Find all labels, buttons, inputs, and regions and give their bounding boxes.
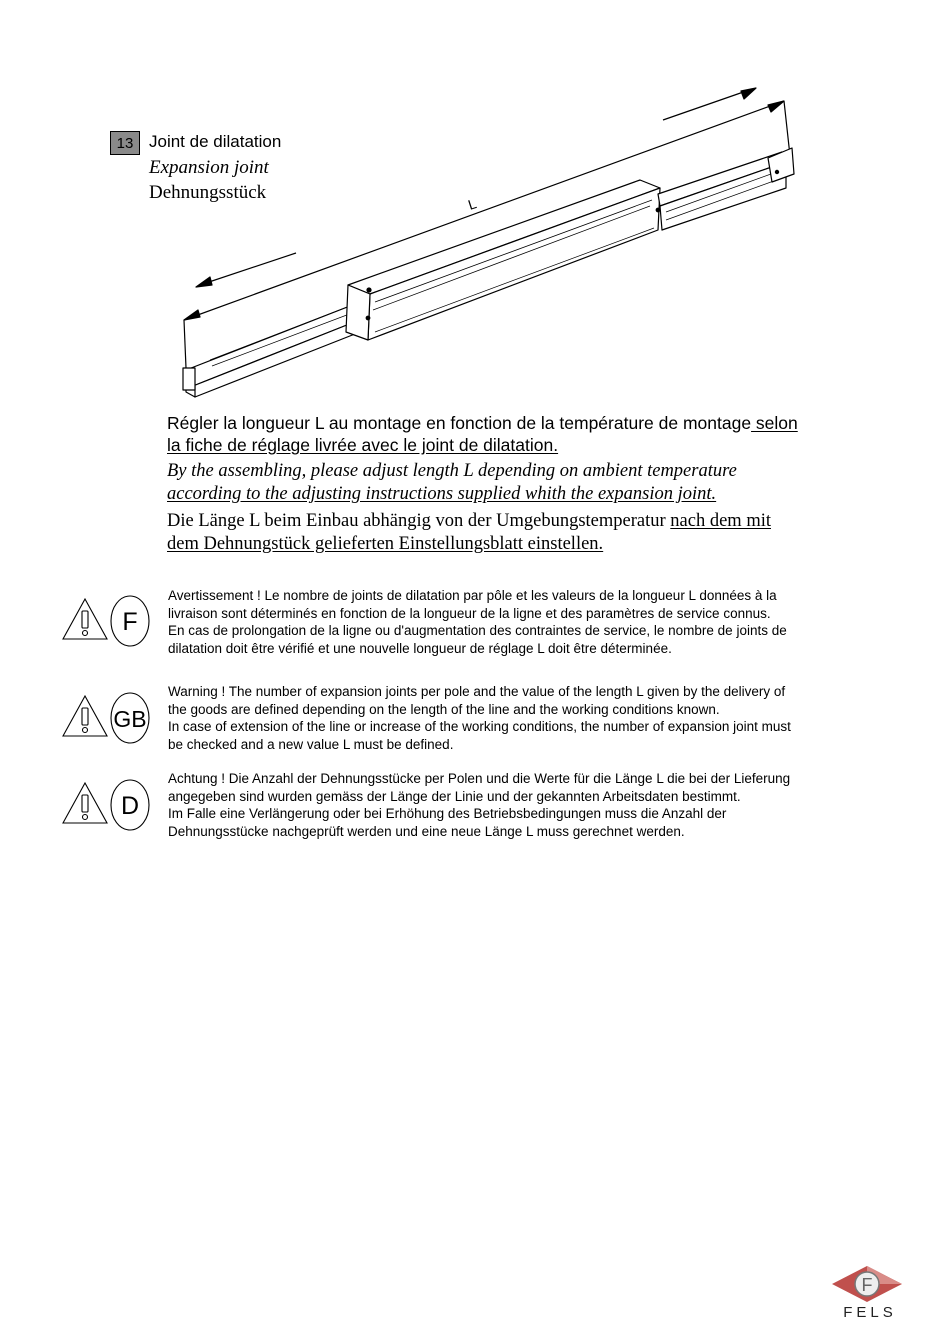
warning-text-d [168, 770, 898, 840]
warning-text-gb [168, 683, 898, 753]
warning-triangle-icon [63, 696, 107, 736]
section-title-de: Dehnungsstück [149, 182, 267, 203]
warning-symbol-d [60, 777, 152, 833]
warning-triangle-icon [63, 599, 107, 639]
instruction-fr-underlined-1: selon [751, 413, 798, 433]
dimension-arrow-right [768, 101, 784, 112]
warning-symbol-gb [60, 690, 152, 746]
warning-text-fr [168, 587, 898, 657]
logo-letter: F [861, 1275, 873, 1295]
dimension-label-L: L [465, 195, 479, 213]
left-rail [183, 302, 360, 397]
warning-line: Avertissement ! Le nombre de joints de dilatation par pôle et les valeurs de la longueur L données à la [168, 588, 777, 603]
instruction-fr [167, 412, 867, 456]
instruction-en-underlined: according to the adjusting instructions supplied whith the expansion joint. [167, 484, 717, 504]
section-title-fr: Joint de dilatation [149, 132, 282, 151]
warning-line: be checked and a new value L must be defined. [168, 736, 454, 752]
section-number: 13 [110, 131, 140, 155]
warning-line: Achtung ! Die Anzahl der Dehnungsstücke per Polen und die Werte für die Länge L die bei der Lieferung [168, 771, 791, 786]
instruction-en-text: By the assembling, please adjust length L depending on ambient temperature [167, 461, 737, 481]
instruction-de-underlined-1: nach dem mit [670, 511, 771, 531]
instruction-de-text: Die Länge L beim Einbau abhängig von der Umgebungstemperatur [167, 511, 671, 531]
warning-line: Warning ! The number of expansion joints per pole and the value of the length L given by the delivery of [168, 684, 786, 699]
direction-arrow-left [200, 253, 296, 285]
warning-symbol-fr [60, 593, 152, 649]
warning-line: Im Falle eine Verlängerung oder bei Erhöhung des Betriebsbedingungen muss die Anzahl der [168, 806, 727, 821]
instruction-fr-text: Régler la longueur L au montage en fonction de la température de montage [167, 413, 752, 433]
warning-line: Dehnungsstücke nachgeprüft werden und eine neue Länge L muss gerechnet werden. [168, 823, 685, 839]
warning-line: angegeben sind wurden gemäss der Länge der Linie und der gekannten Arbeitsdaten bestimmt. [168, 788, 741, 804]
logo-name: FELS [843, 1304, 897, 1321]
right-rail [658, 148, 794, 230]
instruction-de-underlined-2: dem Dehnungstück gelieferten Einstellungsblatt einstellen. [167, 534, 604, 554]
instruction-de [167, 510, 867, 556]
warning-triangle-icon [63, 783, 107, 823]
warning-line: En cas de prolongation de la ligne ou d'augmentation des contraintes de service, le nombre de joints de [168, 623, 787, 638]
warning-lang-code: F [122, 608, 138, 636]
warning-line: dilatation doit être vérifié et une nouvelle longueur de réglage L doit être déterminée. [168, 640, 672, 656]
warning-line: livraison sont déterminés en fonction de la longueur de la ligne et des paramètres de service connus. [168, 605, 771, 621]
dimension-arrow-left [184, 310, 200, 320]
instruction-fr-underlined-2: la fiche de réglage livrée avec le joint de dilatation. [167, 435, 559, 455]
direction-arrow-right [663, 89, 752, 120]
warning-line: the goods are defined depending on the length of the line and the working conditions known. [168, 701, 720, 717]
section-title-en: Expansion joint [149, 157, 269, 178]
warning-line: In case of extension of the line or increase of the working conditions, the number of expansion joint must [168, 719, 791, 734]
warning-lang-code: D [120, 792, 140, 820]
instruction-en [167, 460, 867, 506]
warning-lang-code: GB [113, 706, 147, 732]
expansion-joint-drawing [170, 70, 810, 400]
